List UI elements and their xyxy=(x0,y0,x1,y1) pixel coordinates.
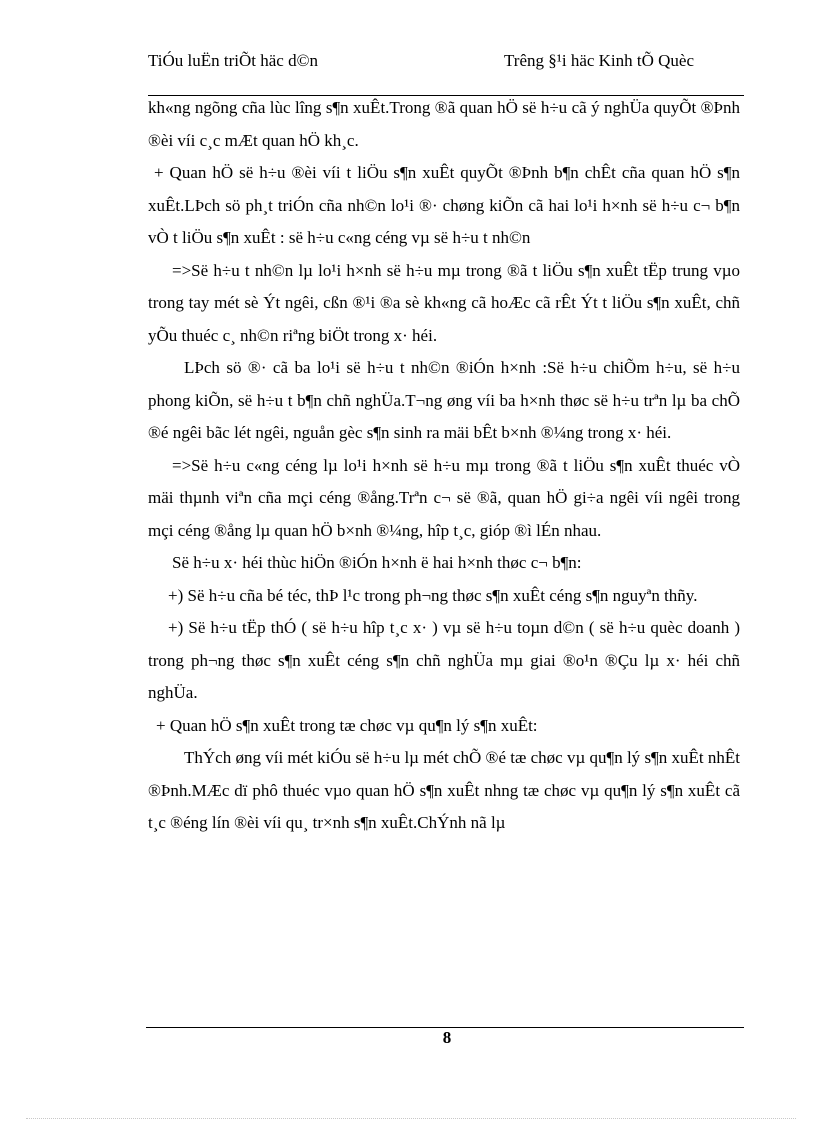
paragraph-3: =>Së h÷u t nh©n lµ lo¹i h×nh së h÷u mµ trong ®ã t liÖu s¶n xuÊt tËp trung vµo trong tay mét sè Ýt ngêi, cßn ®¹i ®a sè kh«ng cã hoÆc cã rÊt Ýt t liÖu s¶n xuÊt, chñ yÕu thuéc c¸ nh©n riªng biÖt trong x· héi. xyxy=(148,260,740,345)
page-bottom-border xyxy=(26,1118,796,1119)
paragraph-8: +) Së h÷u tËp thÓ ( së h÷u hîp t¸c x· ) vµ së h÷u toµn d©n ( së h÷u quèc doanh ) trong ph¬ng thøc s¶n xuÊt céng s¶n chñ nghÜa mµ giai ®o¹n ®Çu lµ x· héi chñ nghÜa. xyxy=(148,618,740,702)
paragraph-1: kh«ng ngõng cña lùc lîng s¶n xuÊt.Trong ®ã quan hÖ së h÷u cã ý nghÜa quyÕt ®Þnh ®èi víi c¸c mÆt quan hÖ kh¸c. xyxy=(148,98,740,150)
paragraph-4: LÞch sö ®· cã ba lo¹i së h÷u t nh©n ®iÓn h×nh :Së h÷u chiÕm h÷u, së h÷u phong kiÕn, së h÷u t b¶n chñ nghÜa.T¬ng øng víi ba h×nh thøc së h÷u trªn lµ ba chÕ ®é ngêi bãc lét ngêi, nguån gèc s¶n sinh ra mäi bÊt b×nh ®¼ng trong x· héi. xyxy=(148,358,740,442)
page-number: 8 xyxy=(442,1028,452,1047)
header-left-title: TiÓu luËn triÕt häc d©n xyxy=(148,51,319,70)
paragraph-7: +) Së h÷u cña bé téc, thÞ l¹c trong ph¬ng thøc s¶n xuÊt céng s¶n nguyªn thñy. xyxy=(168,585,698,605)
paragraph-10: ThÝch øng víi mét kiÓu së h÷u lµ mét chÕ ®é tæ chøc vµ qu¶n lý s¶n xuÊt nhÊt ®Þnh.MÆc dï phô thuéc vµo quan hÖ s¶n xuÊt nhng tæ chøc vµ qu¶n lý s¶n xuÊt cã t¸c ®éng lín ®èi víi qu¸ tr×nh s¶n xuÊt.ChÝnh nã lµ xyxy=(148,748,740,832)
document-body xyxy=(148,92,740,840)
paragraph-2: + Quan hÖ së h÷u ®èi víi t liÖu s¶n xuÊt quyÕt ®Þnh b¶n chÊt cña quan hÖ s¶n xuÊt.LÞch sö ph¸t triÓn cña nh©n lo¹i ®· chøng kiÕn cã hai lo¹i h×nh së h÷u c¬ b¶n vÒ t liÖu s¶n xuÊt : së h÷u c«ng céng vµ së h÷u t nh©n xyxy=(148,163,740,247)
paragraph-5: =>Së h÷u c«ng céng lµ lo¹i h×nh së h÷u mµ trong ®ã t liÖu s¶n xuÊt thuéc vÒ mäi thµnh viªn cña mçi céng ®ång.Trªn c¬ së ®ã, quan hÖ gi÷a ngêi víi ngêi trong mçi céng ®ång lµ quan hÖ b×nh ®¼ng, hîp t¸c, gióp ®ì lÉn nhau. xyxy=(148,455,740,540)
page-header xyxy=(148,48,744,96)
paragraph-6: Së h÷u x· héi thùc hiÖn ®iÓn h×nh ë hai h×nh thøc c¬ b¶n: xyxy=(172,553,582,572)
header-right-title: Trêng §¹i häc Kinh tÕ Quèc xyxy=(504,51,695,70)
paragraph-9: + Quan hÖ s¶n xuÊt trong tæ chøc vµ qu¶n lý s¶n xuÊt: xyxy=(156,715,538,735)
